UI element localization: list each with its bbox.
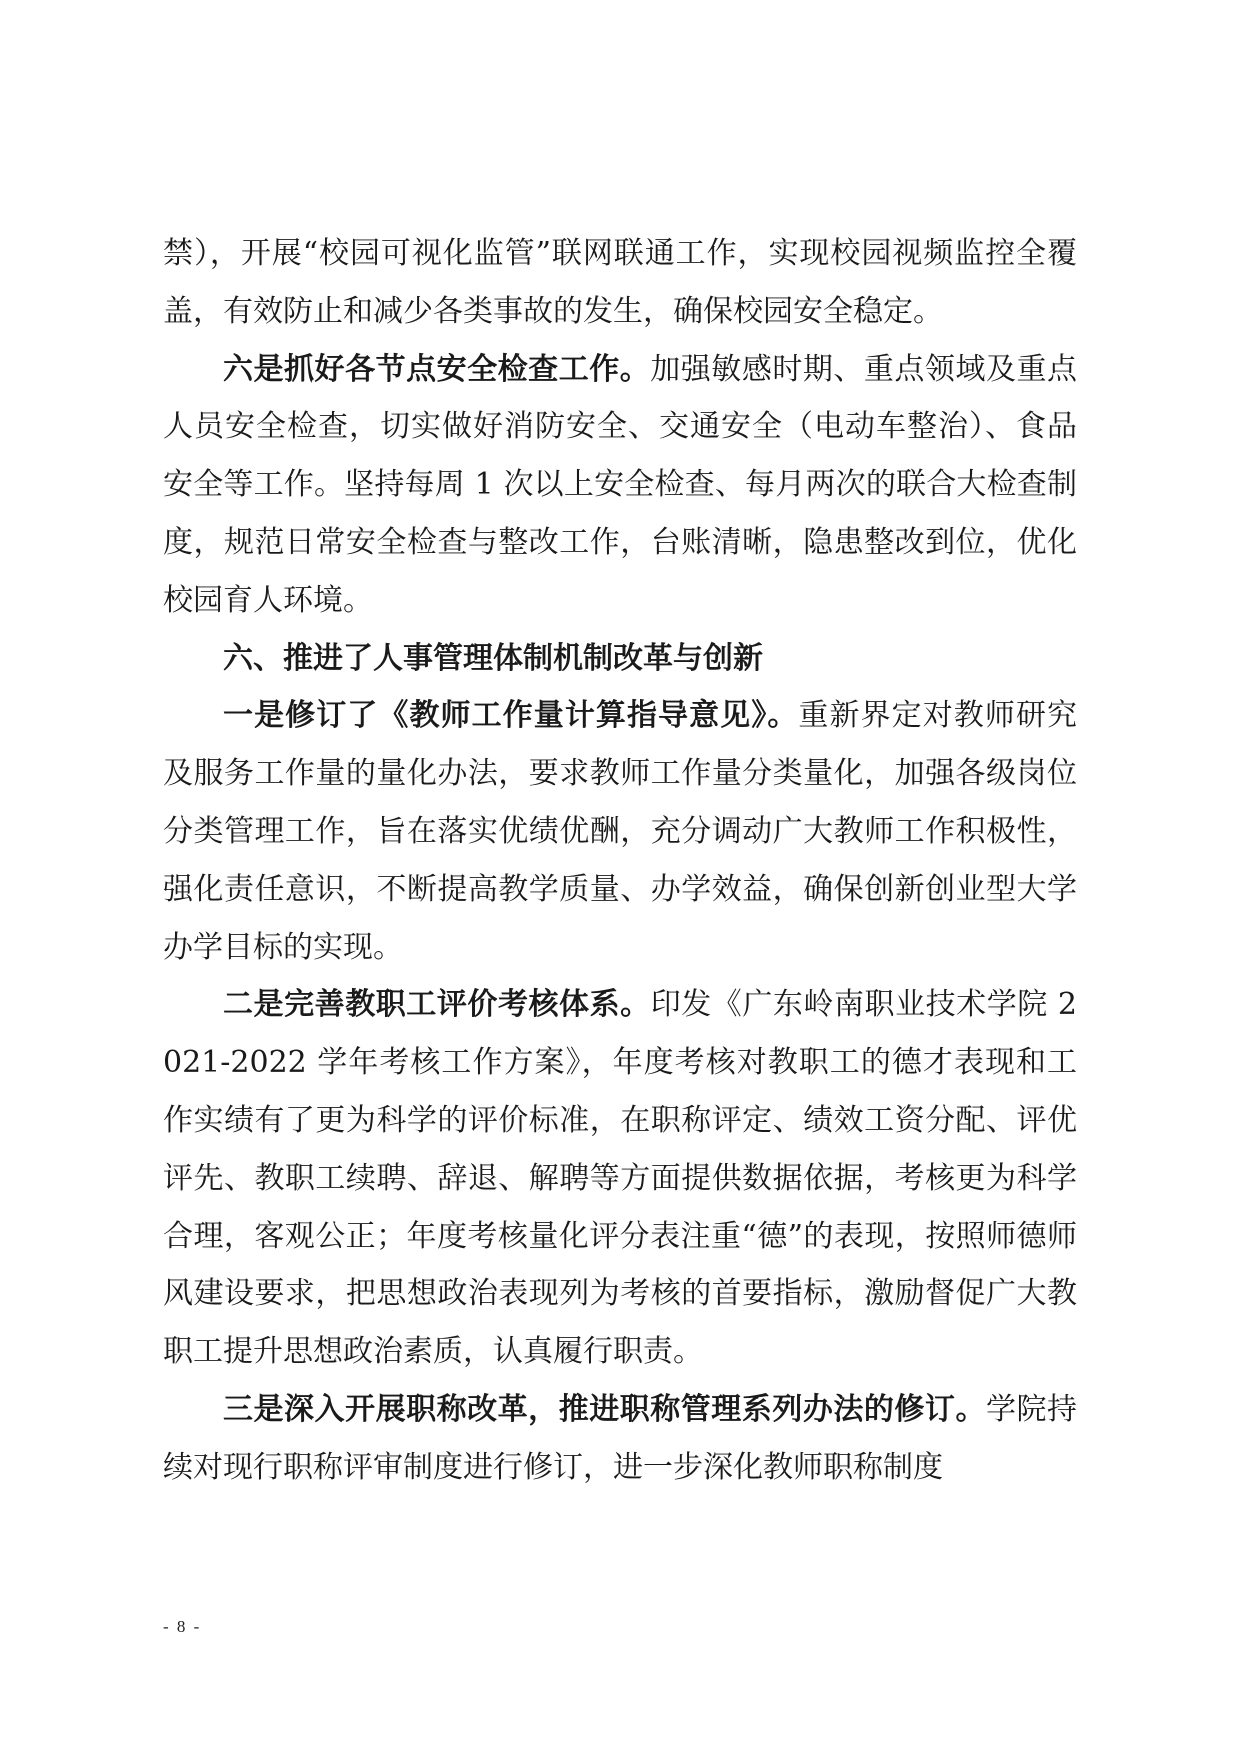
page-number: - 8 - <box>163 1617 202 1636</box>
paragraph-workload-guidance <box>163 687 1077 976</box>
paragraph-lead: 六是抓好各节点安全检查工作。 <box>223 351 651 387</box>
section-heading-text: 六、推进了人事管理体制机制改革与创新 <box>223 640 763 676</box>
paragraph-text: 学院持续对现行职称评审制度进行修订，进一步深化教师职称制度 <box>163 1391 1078 1485</box>
paragraph-lead: 一是修订了《教师工作量计算指导意见》。 <box>223 698 799 734</box>
paragraph-text: 加强敏感时期、重点领域及重点人员安全检查，切实做好消防安全、交通安全（电动车整治）、食品安全等工作。坚持每周 1 次以上安全检查、每月两次的联合大检查制度，规范日常安全检查与整改工作，台账清晰，隐患整改到位，优化校园育人环境。 <box>163 351 1078 618</box>
paragraph-lead: 三是深入开展职称改革，推进职称管理系列办法的修订。 <box>223 1391 986 1427</box>
document-body <box>163 225 1077 1497</box>
paragraph-text: 重新界定对教师研究及服务工作量的量化办法，要求教师工作量分类量化，加强各级岗位分类管理工作，旨在落实优绩优酬，充分调动广大教师工作积极性，强化责任意识，不断提高教学质量、办学效益，确保创新创业型大学办学目标的实现。 <box>163 698 1078 965</box>
paragraph-campus-surveillance <box>163 225 1077 341</box>
paragraph-title-reform <box>163 1381 1077 1497</box>
paragraph-lead: 二是完善教职工评价考核体系。 <box>223 987 651 1023</box>
paragraph-safety-inspection <box>163 341 1077 630</box>
section-heading-hr-reform <box>163 630 1077 688</box>
paragraph-evaluation-system <box>163 976 1077 1381</box>
paragraph-text: 禁），开展“校园可视化监管”联网联通工作，实现校园视频监控全覆盖，有效防止和减少各类事故的发生，确保校园安全稳定。 <box>163 236 1077 329</box>
paragraph-text: 印发《广东岭南职业技术学院 2021-2022 学年考核工作方案》，年度考核对教职工的德才表现和工作实绩有了更为科学的评价标准，在职称评定、绩效工资分配、评优评先、教职工续聘、辞退、解聘等方面提供数据依据，考核更为科学合理，客观公正；年度考核量化评分表注重“德”的表现，按照师德师风建设要求，把思想政治表现列为考核的首要指标，激励督促广大教职工提升思想政治素质，认真履行职责。 <box>163 987 1077 1370</box>
